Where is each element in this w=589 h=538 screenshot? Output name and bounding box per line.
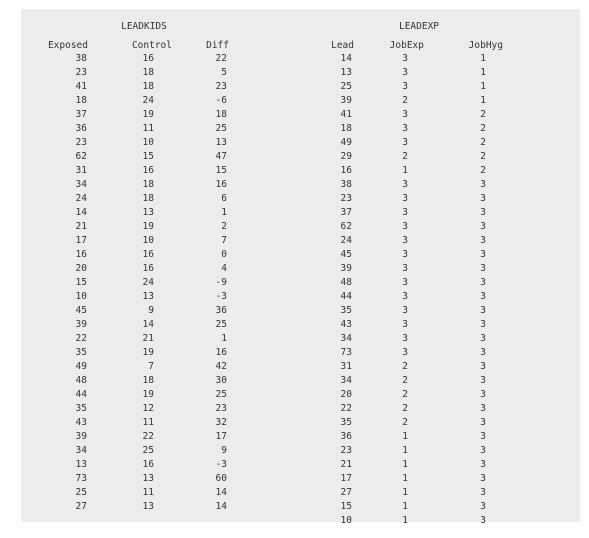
leadexp-jobexp-cell: 1 (402, 459, 408, 470)
leadexp-lead-cell: 34 (340, 333, 352, 344)
leadkids-control-cell: 13 (142, 501, 154, 512)
leadexp-lead-cell: 37 (340, 207, 352, 218)
leadkids-exposed-cell: 38 (75, 53, 87, 64)
leadexp-jobhyg-cell: 3 (480, 403, 486, 414)
leadkids-diff-cell: 17 (215, 431, 227, 442)
leadexp-lead-cell: 13 (340, 67, 352, 78)
leadexp-lead-cell: 35 (340, 417, 352, 428)
leadkids-exposed-cell: 25 (75, 487, 87, 498)
leadkids-control-cell: 18 (142, 67, 154, 78)
leadkids-control-cell: 16 (142, 53, 154, 64)
leadexp-jobexp-cell: 3 (402, 333, 408, 344)
leadexp-jobhyg-cell: 3 (480, 515, 486, 526)
leadexp-jobhyg-cell: 3 (480, 333, 486, 344)
leadkids-exposed-cell: 44 (75, 389, 87, 400)
leadexp-jobexp-cell: 2 (402, 389, 408, 400)
leadkids-exposed-cell: 18 (75, 95, 87, 106)
leadexp-jobhyg-cell: 3 (480, 431, 486, 442)
leadkids-exposed-cell: 34 (75, 179, 87, 190)
leadexp-jobexp-cell: 3 (402, 235, 408, 246)
leadexp-jobhyg-cell: 2 (480, 109, 486, 120)
leadexp-jobhyg-cell: 3 (480, 305, 486, 316)
leadexp-lead-cell: 62 (340, 221, 352, 232)
leadkids-diff-cell: 25 (215, 123, 227, 134)
leadkids-control-cell: 10 (142, 137, 154, 148)
leadexp-jobhyg-cell: 1 (480, 67, 486, 78)
leadexp-jobexp-cell: 3 (402, 291, 408, 302)
leadkids-diff-cell: 15 (215, 165, 227, 176)
leadexp-jobhyg-cell: 1 (480, 95, 486, 106)
leadkids-exposed-cell: 45 (75, 305, 87, 316)
leadexp-jobexp-cell: 3 (402, 109, 408, 120)
leadkids-exposed-cell: 41 (75, 81, 87, 92)
leadexp-jobexp-cell: 2 (402, 417, 408, 428)
header-exposed: Exposed (47, 40, 88, 51)
leadexp-jobexp-cell: 3 (402, 123, 408, 134)
header-lead: Lead (331, 40, 354, 51)
leadkids-title: LEADKIDS (121, 21, 167, 32)
leadexp-jobhyg-cell: 3 (480, 459, 486, 470)
leadexp-jobexp-cell: 1 (402, 165, 408, 176)
leadexp-lead-cell: 48 (340, 277, 352, 288)
leadexp-lead-cell: 27 (340, 487, 352, 498)
leadkids-diff-cell: -6 (215, 95, 227, 106)
leadexp-jobexp-cell: 2 (402, 403, 408, 414)
leadexp-lead-cell: 16 (340, 165, 352, 176)
leadexp-jobhyg-cell: 3 (480, 361, 486, 372)
leadexp-lead-cell: 38 (340, 179, 352, 190)
leadkids-control-cell: 18 (142, 375, 154, 386)
leadexp-jobhyg-cell: 3 (480, 193, 486, 204)
leadexp-lead-cell: 10 (340, 515, 352, 526)
leadexp-lead-cell: 35 (340, 305, 352, 316)
leadkids-diff-cell: 16 (215, 179, 227, 190)
leadexp-jobhyg-cell: 2 (480, 137, 486, 148)
leadexp-lead-cell: 44 (340, 291, 352, 302)
leadexp-lead-cell: 43 (340, 319, 352, 330)
leadkids-exposed-cell: 35 (75, 403, 87, 414)
leadkids-control-cell: 24 (142, 277, 154, 288)
data-table-panel (21, 9, 580, 526)
leadkids-diff-cell: 13 (215, 137, 227, 148)
header-jobexp: JobExp (389, 40, 424, 51)
leadkids-exposed-cell: 23 (75, 137, 87, 148)
leadkids-diff-cell: 14 (215, 487, 227, 498)
leadkids-diff-cell: 23 (215, 403, 227, 414)
header-jobhyg: JobHyg (468, 40, 503, 51)
leadkids-control-cell: 11 (142, 417, 154, 428)
leadkids-diff-cell: 36 (215, 305, 227, 316)
leadkids-exposed-cell: 13 (75, 459, 87, 470)
leadkids-control-cell: 15 (142, 151, 154, 162)
leadexp-jobhyg-cell: 3 (480, 319, 486, 330)
leadexp-lead-cell: 17 (340, 473, 352, 484)
leadexp-jobhyg-cell: 3 (480, 445, 486, 456)
leadexp-jobhyg-cell: 3 (480, 487, 486, 498)
leadkids-exposed-cell: 15 (75, 277, 87, 288)
leadexp-jobexp-cell: 3 (402, 67, 408, 78)
leadexp-jobhyg-cell: 3 (480, 375, 486, 386)
leadkids-control-cell: 19 (142, 221, 154, 232)
leadkids-control-cell: 13 (142, 291, 154, 302)
leadexp-jobexp-cell: 3 (402, 305, 408, 316)
leadkids-control-cell: 16 (142, 165, 154, 176)
leadkids-control-cell: 7 (148, 361, 154, 372)
leadexp-lead-cell: 36 (340, 431, 352, 442)
leadkids-exposed-cell: 62 (75, 151, 87, 162)
leadkids-control-cell: 22 (142, 431, 154, 442)
leadexp-jobhyg-cell: 3 (480, 207, 486, 218)
leadexp-jobexp-cell: 3 (402, 207, 408, 218)
leadkids-diff-cell: 25 (215, 389, 227, 400)
leadexp-jobhyg-cell: 3 (480, 249, 486, 260)
leadkids-diff-cell: 0 (221, 249, 227, 260)
leadkids-diff-cell: 1 (221, 333, 227, 344)
leadkids-exposed-cell: 73 (75, 473, 87, 484)
leadkids-exposed-cell: 21 (75, 221, 87, 232)
leadexp-lead-cell: 22 (340, 403, 352, 414)
leadexp-lead-cell: 34 (340, 375, 352, 386)
leadexp-lead-cell: 49 (340, 137, 352, 148)
leadexp-lead-cell: 31 (340, 361, 352, 372)
leadkids-diff-cell: 60 (215, 473, 227, 484)
leadexp-jobhyg-cell: 3 (480, 501, 486, 512)
leadkids-diff-cell: 5 (221, 67, 227, 78)
leadkids-control-cell: 18 (142, 179, 154, 190)
leadkids-diff-cell: 42 (215, 361, 227, 372)
leadkids-control-cell: 10 (142, 235, 154, 246)
leadexp-jobhyg-cell: 3 (480, 473, 486, 484)
leadexp-jobhyg-cell: 3 (480, 235, 486, 246)
leadkids-diff-cell: -3 (215, 459, 227, 470)
leadkids-diff-cell: 14 (215, 501, 227, 512)
leadexp-jobhyg-cell: 1 (480, 81, 486, 92)
leadexp-jobhyg-cell: 3 (480, 221, 486, 232)
leadexp-lead-cell: 25 (340, 81, 352, 92)
leadkids-control-cell: 18 (142, 81, 154, 92)
leadkids-exposed-cell: 35 (75, 347, 87, 358)
leadexp-jobhyg-cell: 3 (480, 263, 486, 274)
leadexp-lead-cell: 39 (340, 95, 352, 106)
leadexp-jobexp-cell: 2 (402, 151, 408, 162)
leadexp-jobexp-cell: 3 (402, 53, 408, 64)
leadexp-jobhyg-cell: 3 (480, 417, 486, 428)
leadexp-jobexp-cell: 1 (402, 473, 408, 484)
leadexp-jobexp-cell: 1 (402, 487, 408, 498)
leadexp-jobhyg-cell: 3 (480, 291, 486, 302)
leadexp-lead-cell: 24 (340, 235, 352, 246)
leadkids-diff-cell: 32 (215, 417, 227, 428)
leadkids-diff-cell: 23 (215, 81, 227, 92)
leadkids-exposed-cell: 48 (75, 375, 87, 386)
leadexp-jobhyg-cell: 3 (480, 277, 486, 288)
leadkids-control-cell: 12 (142, 403, 154, 414)
leadkids-diff-cell: 2 (221, 221, 227, 232)
leadexp-jobhyg-cell: 3 (480, 179, 486, 190)
leadkids-diff-cell: 1 (221, 207, 227, 218)
leadexp-jobexp-cell: 3 (402, 347, 408, 358)
leadexp-jobexp-cell: 3 (402, 193, 408, 204)
leadexp-jobexp-cell: 3 (402, 81, 408, 92)
leadkids-control-cell: 16 (142, 459, 154, 470)
leadexp-lead-cell: 15 (340, 501, 352, 512)
leadkids-control-cell: 9 (148, 305, 154, 316)
leadkids-exposed-cell: 17 (75, 235, 87, 246)
leadkids-exposed-cell: 39 (75, 431, 87, 442)
leadkids-diff-cell: 6 (221, 193, 227, 204)
leadkids-diff-cell: 25 (215, 319, 227, 330)
leadkids-control-cell: 16 (142, 249, 154, 260)
leadexp-jobexp-cell: 3 (402, 263, 408, 274)
leadexp-lead-cell: 29 (340, 151, 352, 162)
leadkids-diff-cell: 18 (215, 109, 227, 120)
leadexp-title: LEADEXP (398, 21, 440, 32)
leadkids-diff-cell: 22 (215, 53, 227, 64)
leadexp-jobexp-cell: 3 (402, 221, 408, 232)
leadkids-exposed-cell: 16 (75, 249, 87, 260)
leadkids-control-cell: 16 (142, 263, 154, 274)
leadkids-control-cell: 21 (142, 333, 154, 344)
leadkids-control-cell: 19 (142, 109, 154, 120)
leadexp-jobexp-cell: 1 (402, 431, 408, 442)
leadkids-diff-cell: 9 (221, 445, 227, 456)
header-control: Control (131, 40, 172, 51)
leadexp-lead-cell: 23 (340, 445, 352, 456)
leadkids-exposed-cell: 36 (75, 123, 87, 134)
leadkids-exposed-cell: 23 (75, 67, 87, 78)
leadkids-exposed-cell: 20 (75, 263, 87, 274)
leadkids-diff-cell: -3 (215, 291, 227, 302)
leadexp-lead-cell: 18 (340, 123, 352, 134)
leadexp-jobhyg-cell: 2 (480, 151, 486, 162)
leadkids-control-cell: 14 (142, 319, 154, 330)
leadkids-control-cell: 11 (142, 123, 154, 134)
leadexp-jobexp-cell: 3 (402, 179, 408, 190)
leadkids-exposed-cell: 10 (75, 291, 87, 302)
leadkids-exposed-cell: 14 (75, 207, 87, 218)
leadexp-lead-cell: 21 (340, 459, 352, 470)
leadexp-jobexp-cell: 1 (402, 515, 408, 526)
leadkids-diff-cell: 7 (221, 235, 227, 246)
leadexp-lead-cell: 14 (340, 53, 352, 64)
leadkids-control-cell: 11 (142, 487, 154, 498)
leadkids-exposed-cell: 37 (75, 109, 87, 120)
leadexp-jobexp-cell: 2 (402, 361, 408, 372)
leadexp-jobexp-cell: 2 (402, 375, 408, 386)
leadexp-jobexp-cell: 1 (402, 501, 408, 512)
leadexp-jobexp-cell: 3 (402, 319, 408, 330)
leadexp-jobhyg-cell: 1 (480, 53, 486, 64)
leadkids-exposed-cell: 34 (75, 445, 87, 456)
leadexp-jobhyg-cell: 3 (480, 389, 486, 400)
leadkids-control-cell: 19 (142, 347, 154, 358)
leadexp-jobhyg-cell: 2 (480, 123, 486, 134)
leadexp-jobexp-cell: 2 (402, 95, 408, 106)
leadkids-exposed-cell: 39 (75, 319, 87, 330)
leadkids-exposed-cell: 43 (75, 417, 87, 428)
leadexp-jobexp-cell: 3 (402, 137, 408, 148)
header-diff: Diff (206, 40, 229, 51)
leadexp-lead-cell: 23 (340, 193, 352, 204)
leadexp-jobexp-cell: 3 (402, 277, 408, 288)
leadkids-control-cell: 19 (142, 389, 154, 400)
leadkids-diff-cell: 16 (215, 347, 227, 358)
leadexp-lead-cell: 41 (340, 109, 352, 120)
leadkids-control-cell: 25 (142, 445, 154, 456)
leadkids-diff-cell: 4 (221, 263, 227, 274)
leadexp-jobexp-cell: 3 (402, 249, 408, 260)
leadexp-jobexp-cell: 1 (402, 445, 408, 456)
leadkids-control-cell: 24 (142, 95, 154, 106)
leadkids-control-cell: 13 (142, 473, 154, 484)
leadkids-control-cell: 13 (142, 207, 154, 218)
leadkids-diff-cell: 47 (215, 151, 227, 162)
leadexp-lead-cell: 73 (340, 347, 352, 358)
leadexp-lead-cell: 45 (340, 249, 352, 260)
leadkids-exposed-cell: 27 (75, 501, 87, 512)
leadkids-exposed-cell: 31 (75, 165, 87, 176)
leadkids-control-cell: 18 (142, 193, 154, 204)
leadkids-exposed-cell: 49 (75, 361, 87, 372)
leadexp-jobhyg-cell: 2 (480, 165, 486, 176)
leadexp-jobhyg-cell: 3 (480, 347, 486, 358)
leadkids-exposed-cell: 24 (75, 193, 87, 204)
leadexp-lead-cell: 39 (340, 263, 352, 274)
leadexp-lead-cell: 20 (340, 389, 352, 400)
leadkids-diff-cell: 30 (215, 375, 227, 386)
leadkids-exposed-cell: 22 (75, 333, 87, 344)
leadkids-diff-cell: -9 (215, 277, 227, 288)
